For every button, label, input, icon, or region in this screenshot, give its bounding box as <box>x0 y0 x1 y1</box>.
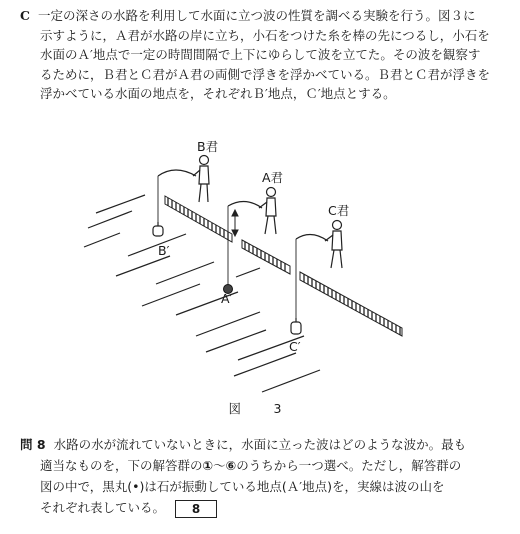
question-line-1: 問 8 水路の水が流れていないときに，水面に立った波はどのような波か。最も <box>20 437 467 452</box>
intro-line-2: 示すように，Ａ君が水路の岸に立ち，小石をつけた糸を棒の先につるし，小石を <box>40 27 490 43</box>
intro-line-3: 水面のＡ′地点で一定の時間間隔で上下にゆらして波を立てた。その波を観察す <box>40 47 481 63</box>
person-a-label: A君 <box>262 170 284 185</box>
experiment-figure <box>0 130 520 430</box>
fence-1 <box>165 196 232 242</box>
point-b-label: B′ <box>158 243 170 258</box>
person-c-rod <box>296 234 328 241</box>
question-8 <box>20 434 510 518</box>
question-line-4: それぞれ表している。 8 <box>40 497 510 518</box>
float-b <box>153 222 163 236</box>
person-b-label: B君 <box>197 139 219 154</box>
point-a-label: A′ <box>221 291 233 306</box>
intro-paragraph <box>20 6 510 104</box>
point-c-label: C′ <box>289 339 301 354</box>
range-end-marker: ⑥ <box>225 458 237 473</box>
intro-line-4: るために，Ｂ君とＣ君がＡ君の両側で浮きを浮かべている。Ｂ君とＣ君が浮きを <box>40 66 491 82</box>
answer-box-8[interactable]: 8 <box>175 500 217 518</box>
section-label: C <box>20 8 30 23</box>
fence-2 <box>242 240 290 274</box>
float-c <box>291 318 301 334</box>
person-a-rod <box>228 201 262 208</box>
figure-caption: 図 3 <box>228 401 292 416</box>
intro-line-5: 浮かべている水面の地点を，それぞれＢ′地点，Ｃ′地点とする。 <box>40 86 396 102</box>
person-b-rod <box>158 170 196 176</box>
person-c-figure <box>296 221 342 321</box>
oscillation-arrow <box>232 210 238 236</box>
intro-line-1: C 一定の深さの水路を利用して水面に立つ波の性質を調べる実験を行う。図３に <box>20 8 476 23</box>
question-line-3: 図の中で，黒丸(•)は石が振動している地点(Ａ′地点)を，実線は波の山を <box>40 479 445 494</box>
question-label: 問 8 <box>20 437 46 452</box>
fence-3 <box>300 272 402 336</box>
range-start-marker: ① <box>202 458 214 473</box>
person-c-label: C君 <box>328 203 350 218</box>
question-line-2: 適当なものを，下の解答群の①～⑥のうちから一つ選べ。ただし，解答群の <box>40 458 462 473</box>
